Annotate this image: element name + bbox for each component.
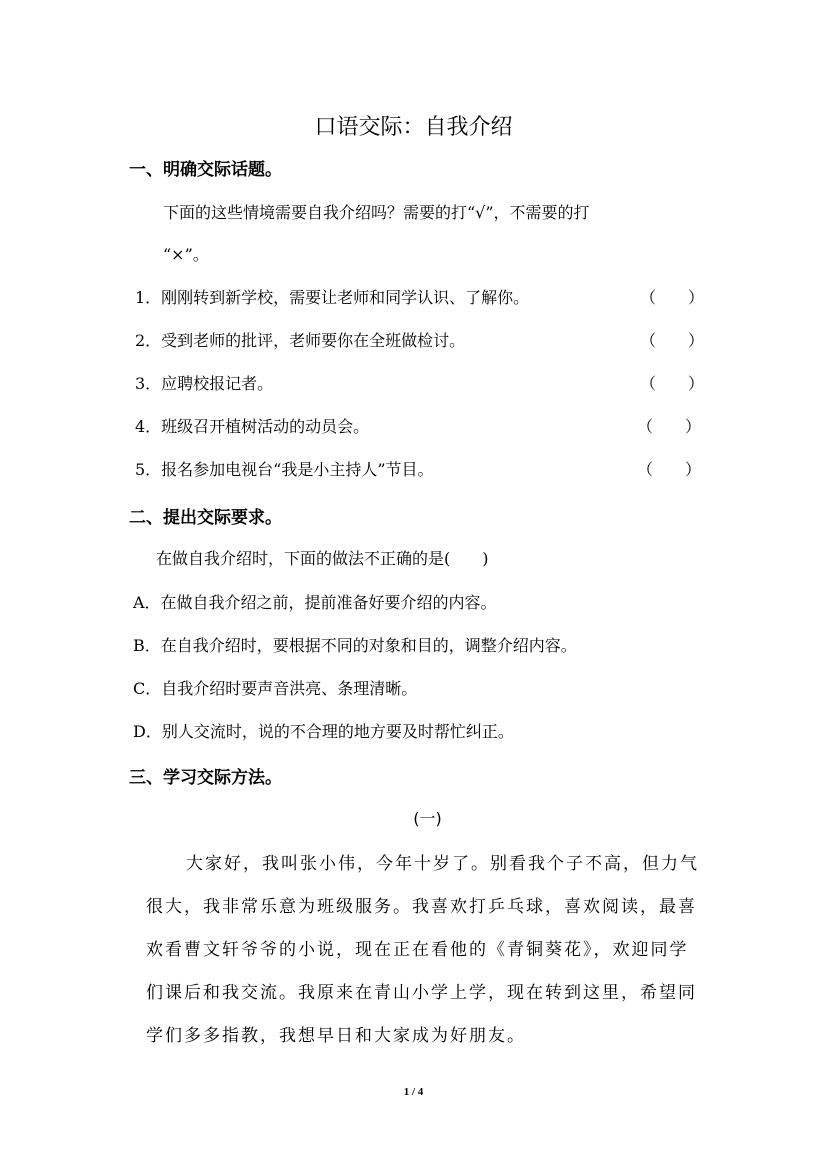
section-3-subheading: (一) [413, 809, 442, 828]
answer-blank[interactable]: （ ） [640, 374, 705, 393]
section-1-intro-line2: “×”。 [163, 245, 209, 264]
option-b[interactable]: B．在自我介绍时，要根据不同的对象和目的，调整介绍内容。 [133, 636, 577, 655]
passage-line: 大家好，我叫张小伟，今年十岁了。别看我个子不高，但力气 [186, 854, 699, 874]
section-3-heading: 三、学习交际方法。 [129, 768, 282, 788]
question-item-text: 4．班级召开植树活动的动员会。 [135, 417, 370, 436]
answer-blank[interactable]: （ ） [640, 288, 705, 307]
option-d[interactable]: D．别人交流时，说的不合理的地方要及时帮忙纠正。 [133, 722, 514, 741]
passage-line: 学们多多指教，我想早日和大家成为好朋友。 [146, 1026, 526, 1046]
section-2-question: 在做自我介绍时，下面的做法不正确的是( ) [156, 549, 489, 568]
answer-blank[interactable]: （ ） [637, 417, 702, 436]
page-number: 1 / 4 [403, 1086, 424, 1098]
answer-blank[interactable]: （ ） [640, 331, 705, 350]
question-item-text: 2．受到老师的批评，老师要你在全班做检讨。 [135, 331, 466, 350]
answer-blank[interactable]: （ ） [637, 460, 702, 479]
section-1-heading: 一、明确交际话题。 [129, 160, 282, 180]
passage-line: 很大，我非常乐意为班级服务。我喜欢打乒乓球，喜欢阅读，最喜 [146, 897, 697, 917]
question-item-text: 5．报名参加电视台“我是小主持人”节目。 [135, 460, 434, 479]
option-a[interactable]: A．在做自我介绍之前，提前准备好要介绍的内容。 [133, 593, 497, 612]
passage-line: 们课后和我交流。我原来在青山小学上学，现在转到这里，希望同 [146, 983, 697, 1003]
question-item-text: 1．刚刚转到新学校，需要让老师和同学认识、了解你。 [135, 288, 530, 307]
passage-line: 欢看曹文轩爷爷的小说，现在正在看他的《青铜葵花》，欢迎同学 [146, 940, 689, 960]
question-item-text: 3．应聘校报记者。 [135, 374, 274, 393]
section-2-heading: 二、提出交际要求。 [129, 508, 282, 528]
page-title: 口语交际：自我介绍 [314, 115, 513, 140]
option-c[interactable]: C．自我介绍时要声音洪亮、条理清晰。 [133, 679, 418, 698]
section-1-intro-line1: 下面的这些情境需要自我介绍吗？需要的打“√”，不需要的打 [163, 203, 590, 222]
